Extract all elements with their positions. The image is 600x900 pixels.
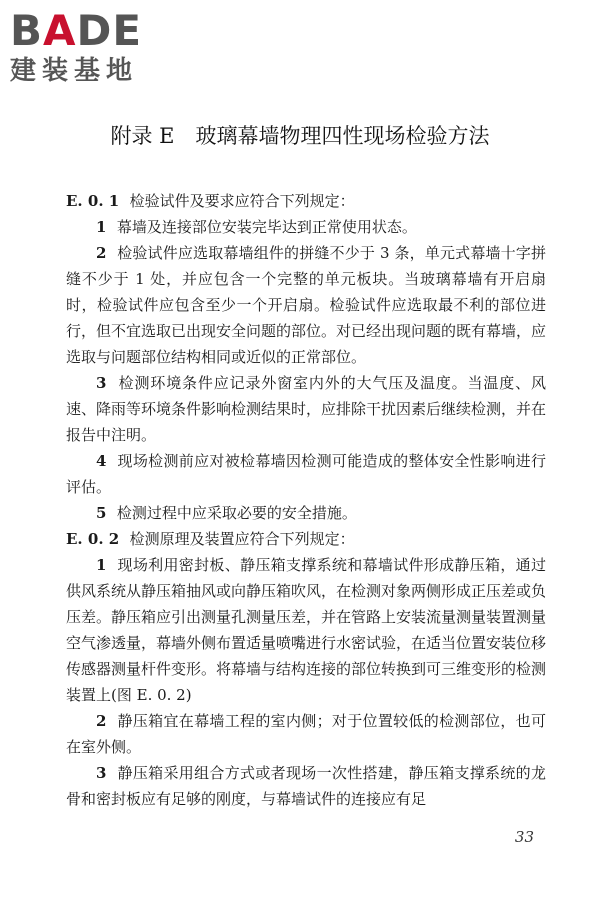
logo-wordmark	[10, 8, 180, 54]
item-text: 静压箱宜在幕墙工程的室内侧；对于位置较低的检测部位，也可在室外侧。	[66, 712, 546, 756]
logo-letter-accent: A	[43, 6, 77, 55]
clause-number: E. 0. 2	[66, 530, 120, 548]
item-number: 4	[96, 452, 107, 470]
list-item	[66, 214, 546, 240]
list-item	[66, 448, 546, 500]
item-text: 幕墙及连接部位安装完毕达到正常使用状态。	[116, 218, 417, 236]
item-number: 3	[96, 764, 107, 782]
list-item	[66, 552, 546, 708]
item-number: 2	[96, 712, 107, 730]
item-text: 检测环境条件应记录外窗室内外的大气压及温度。当温度、风速、降雨等环境条件影响检测结果时，应排除干扰因素后继续检测，并在报告中注明。	[66, 374, 547, 444]
clause-text: 检测原理及装置应符合下列规定：	[129, 530, 355, 548]
document-body	[66, 188, 546, 812]
list-item	[66, 760, 546, 812]
logo-subtitle: 建装基地	[10, 56, 139, 86]
clause-heading	[66, 188, 546, 214]
item-text: 现场利用密封板、静压箱支撑系统和幕墙试件形成静压箱，通过供风系统从静压箱抽风或向静压箱吹风，在检测对象两侧形成正压差或负压差。静压箱应引出测量孔测量压差，并在管路上安装流量测量装置测量空气渗透量，幕墙外侧布置适量喷嘴进行水密试验，在适当位置安装位移传感器测量杆件变形。将幕墙与结构连接的部位转换到可三维变形的检测装置上(图 E. 0. 2)	[66, 556, 547, 704]
item-text: 现场检测前应对被检幕墙因检测可能造成的整体安全性影响进行评估。	[66, 452, 546, 496]
item-number: 2	[96, 244, 107, 262]
logo-letter: B	[10, 6, 44, 55]
clause-number: E. 0. 1	[66, 192, 120, 210]
item-number: 1	[96, 556, 107, 574]
item-text: 静压箱采用组合方式或者现场一次性搭建，静压箱支撑系统的龙骨和密封板应有足够的刚度，与幕墙试件的连接应有足	[66, 764, 546, 808]
page-number: 33	[514, 828, 534, 846]
item-number: 1	[96, 218, 107, 236]
list-item	[66, 708, 546, 760]
list-item	[66, 240, 546, 370]
brand-logo	[10, 8, 180, 86]
clause-heading	[66, 526, 546, 552]
item-text: 检测过程中应采取必要的安全措施。	[116, 504, 357, 522]
list-item	[66, 370, 546, 448]
item-number: 3	[96, 374, 107, 392]
clause-text: 检验试件及要求应符合下列规定：	[129, 192, 355, 210]
list-item	[66, 500, 546, 526]
appendix-title: 附录 E 玻璃幕墙物理四性现场检验方法	[110, 124, 490, 148]
logo-letter: DE	[76, 6, 143, 55]
item-text: 检验试件应选取幕墙组件的拼缝不少于 3 条，单元式幕墙十字拼缝不少于 1 处，并应包含一个完整的单元板块。当玻璃幕墙有开启扇时，检验试件应包含至少一个开启扇。检验试件应选取最不利的部位进行，但不宜选取已出现安全问题的部位。对已经出现问题的既有幕墙，应选取与问题部位结构相同或近似的正常部位。	[66, 244, 547, 366]
item-number: 5	[96, 504, 107, 522]
